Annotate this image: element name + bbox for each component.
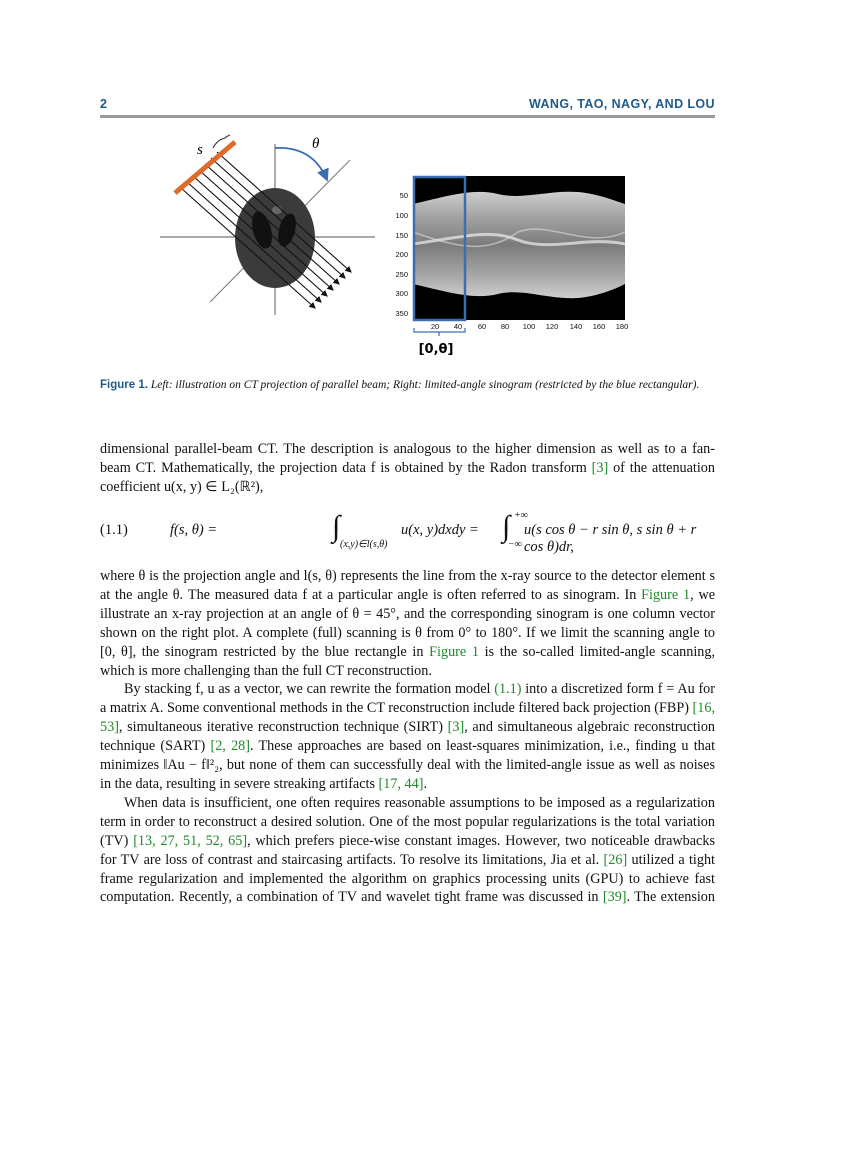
- y-tick: 250: [395, 270, 408, 279]
- y-tick: 100: [395, 211, 408, 220]
- citation-link[interactable]: [13, 27, 51, 52, 65]: [133, 832, 248, 849]
- citation-link[interactable]: [26]: [603, 851, 628, 868]
- paragraph-definitions: where θ is the projection angle and l(s, θ) represents the line from the x-ray source to the detector element s at the angle θ. The measured data f at a particular angle is often referred to as sinogram. In Figure 1, we illustrate an x-ray projection at an angle of θ = 45°, and the corresponding sinogram is one column vector shown on the right plot. A complete (full) scanning is θ from 0° to 180°. If we limit the scanning angle to [0, θ], the sinogram restricted by the blue rectangle in Figure 1 is the so-called limited-angle scanning, which is more challenging than the full CT reconstruction.: [100, 568, 716, 679]
- x-tick: 100: [522, 322, 536, 331]
- figure-caption: [100, 377, 715, 394]
- range-label: [0,θ]: [418, 342, 454, 357]
- citation-link[interactable]: [3]: [447, 719, 465, 736]
- ct-projection-illustration: [155, 130, 375, 315]
- theta-label: θ: [312, 136, 320, 152]
- figure-ref-link[interactable]: Figure 1: [641, 586, 691, 603]
- x-tick: 160: [592, 322, 606, 331]
- citation-link[interactable]: [39]: [602, 889, 627, 906]
- caption-text: Left: illustration on CT projection of parallel beam; Right: limited-angle sinogram (restricted by the blue rectangular).: [150, 379, 700, 391]
- body-text: [100, 567, 715, 907]
- phantom-top-spot: [272, 206, 282, 214]
- paragraph-methods: By stacking f, u as a vector, we can rewrite the formation model (1.1) into a discretized form f = Au for a matrix A. Some conventional methods in the CT reconstruction include filtered back projection (FBP) [16, 53], simultaneous iterative reconstruction technique (SIRT) [3], and simultaneous algebraic reconstruction technique (SART) [2, 28]. These approaches are based on least-squares minimization, i.e., finding u that minimizes ‖Au − f‖²₂, but none of them can successfully deal with the limited-angle issue as well as noises in the data, resulting in severe streaking artifacts [17, 44].: [100, 681, 716, 792]
- paragraph-intro: dimensional parallel-beam CT. The description is analogous to the higher dimension as well as to a fan-beam CT. Mathematically, the projection data f is obtained by the Radon transform [3] of the attenuation coefficient u(x, y) ∈ L₂(ℝ²),: [100, 441, 715, 495]
- y-tick: 50: [399, 191, 408, 200]
- s-label: s: [197, 142, 203, 158]
- y-tick: 300: [395, 289, 408, 298]
- citation-link[interactable]: [16, 53]: [100, 700, 715, 736]
- sinogram-band: [413, 192, 625, 298]
- citation-link[interactable]: [3]: [591, 459, 609, 476]
- figure-ref-link[interactable]: Figure 1: [429, 643, 479, 660]
- x-tick: 40: [453, 322, 463, 331]
- running-header: [100, 97, 715, 115]
- y-tick: 200: [395, 250, 408, 259]
- limited-angle-sinogram: [388, 168, 648, 360]
- equation-number: (1.1): [100, 522, 128, 538]
- x-tick: 140: [569, 322, 583, 331]
- y-tick: 150: [395, 231, 408, 240]
- detector-bar: [175, 142, 235, 193]
- header-rule: [100, 115, 715, 118]
- citation-link[interactable]: [2, 28]: [210, 738, 250, 755]
- paragraph-regularization: When data is insufficient, one often requires reasonable assumptions to be imposed as a regularization term in order to reconstruct a desired solution. One of the most popular regularizations is the total variation (TV) [13, 27, 51, 52, 65], which prefers piece-wise constant images. However, two noticeable drawbacks for TV are loss of contrast and staircasing artifacts. To resolve its limitations, Jia et al. [26] utilized a tight frame regularization and implemented the algorithm on graphics processing units (GPU) to achieve fast computation. Recently, a combination of TV and wavelet tight frame was discussed in [39]. The extension: [100, 794, 715, 906]
- page-number: 2: [100, 97, 108, 111]
- caption-label: Figure 1.: [100, 379, 148, 391]
- x-tick: 20: [430, 322, 440, 331]
- equation-ref-link[interactable]: (1.1): [494, 681, 522, 698]
- x-tick: 120: [545, 322, 559, 331]
- y-tick: 350: [395, 309, 408, 318]
- theta-arc: [275, 148, 327, 180]
- equation-1-1: (1.1) f(s, θ) = ∫ (x,y)∈l(s,θ) u(x, y)dxdy = ∫ +∞ −∞ u(s cos θ − r sin θ, s sin θ + r cos θ)dr,: [100, 510, 697, 555]
- x-tick: 60: [477, 322, 487, 331]
- x-tick: 180: [615, 322, 629, 331]
- citation-link[interactable]: [17, 44]: [378, 775, 424, 792]
- x-tick: 80: [500, 322, 510, 331]
- running-authors: WANG, TAO, NAGY, AND LOU: [529, 97, 715, 111]
